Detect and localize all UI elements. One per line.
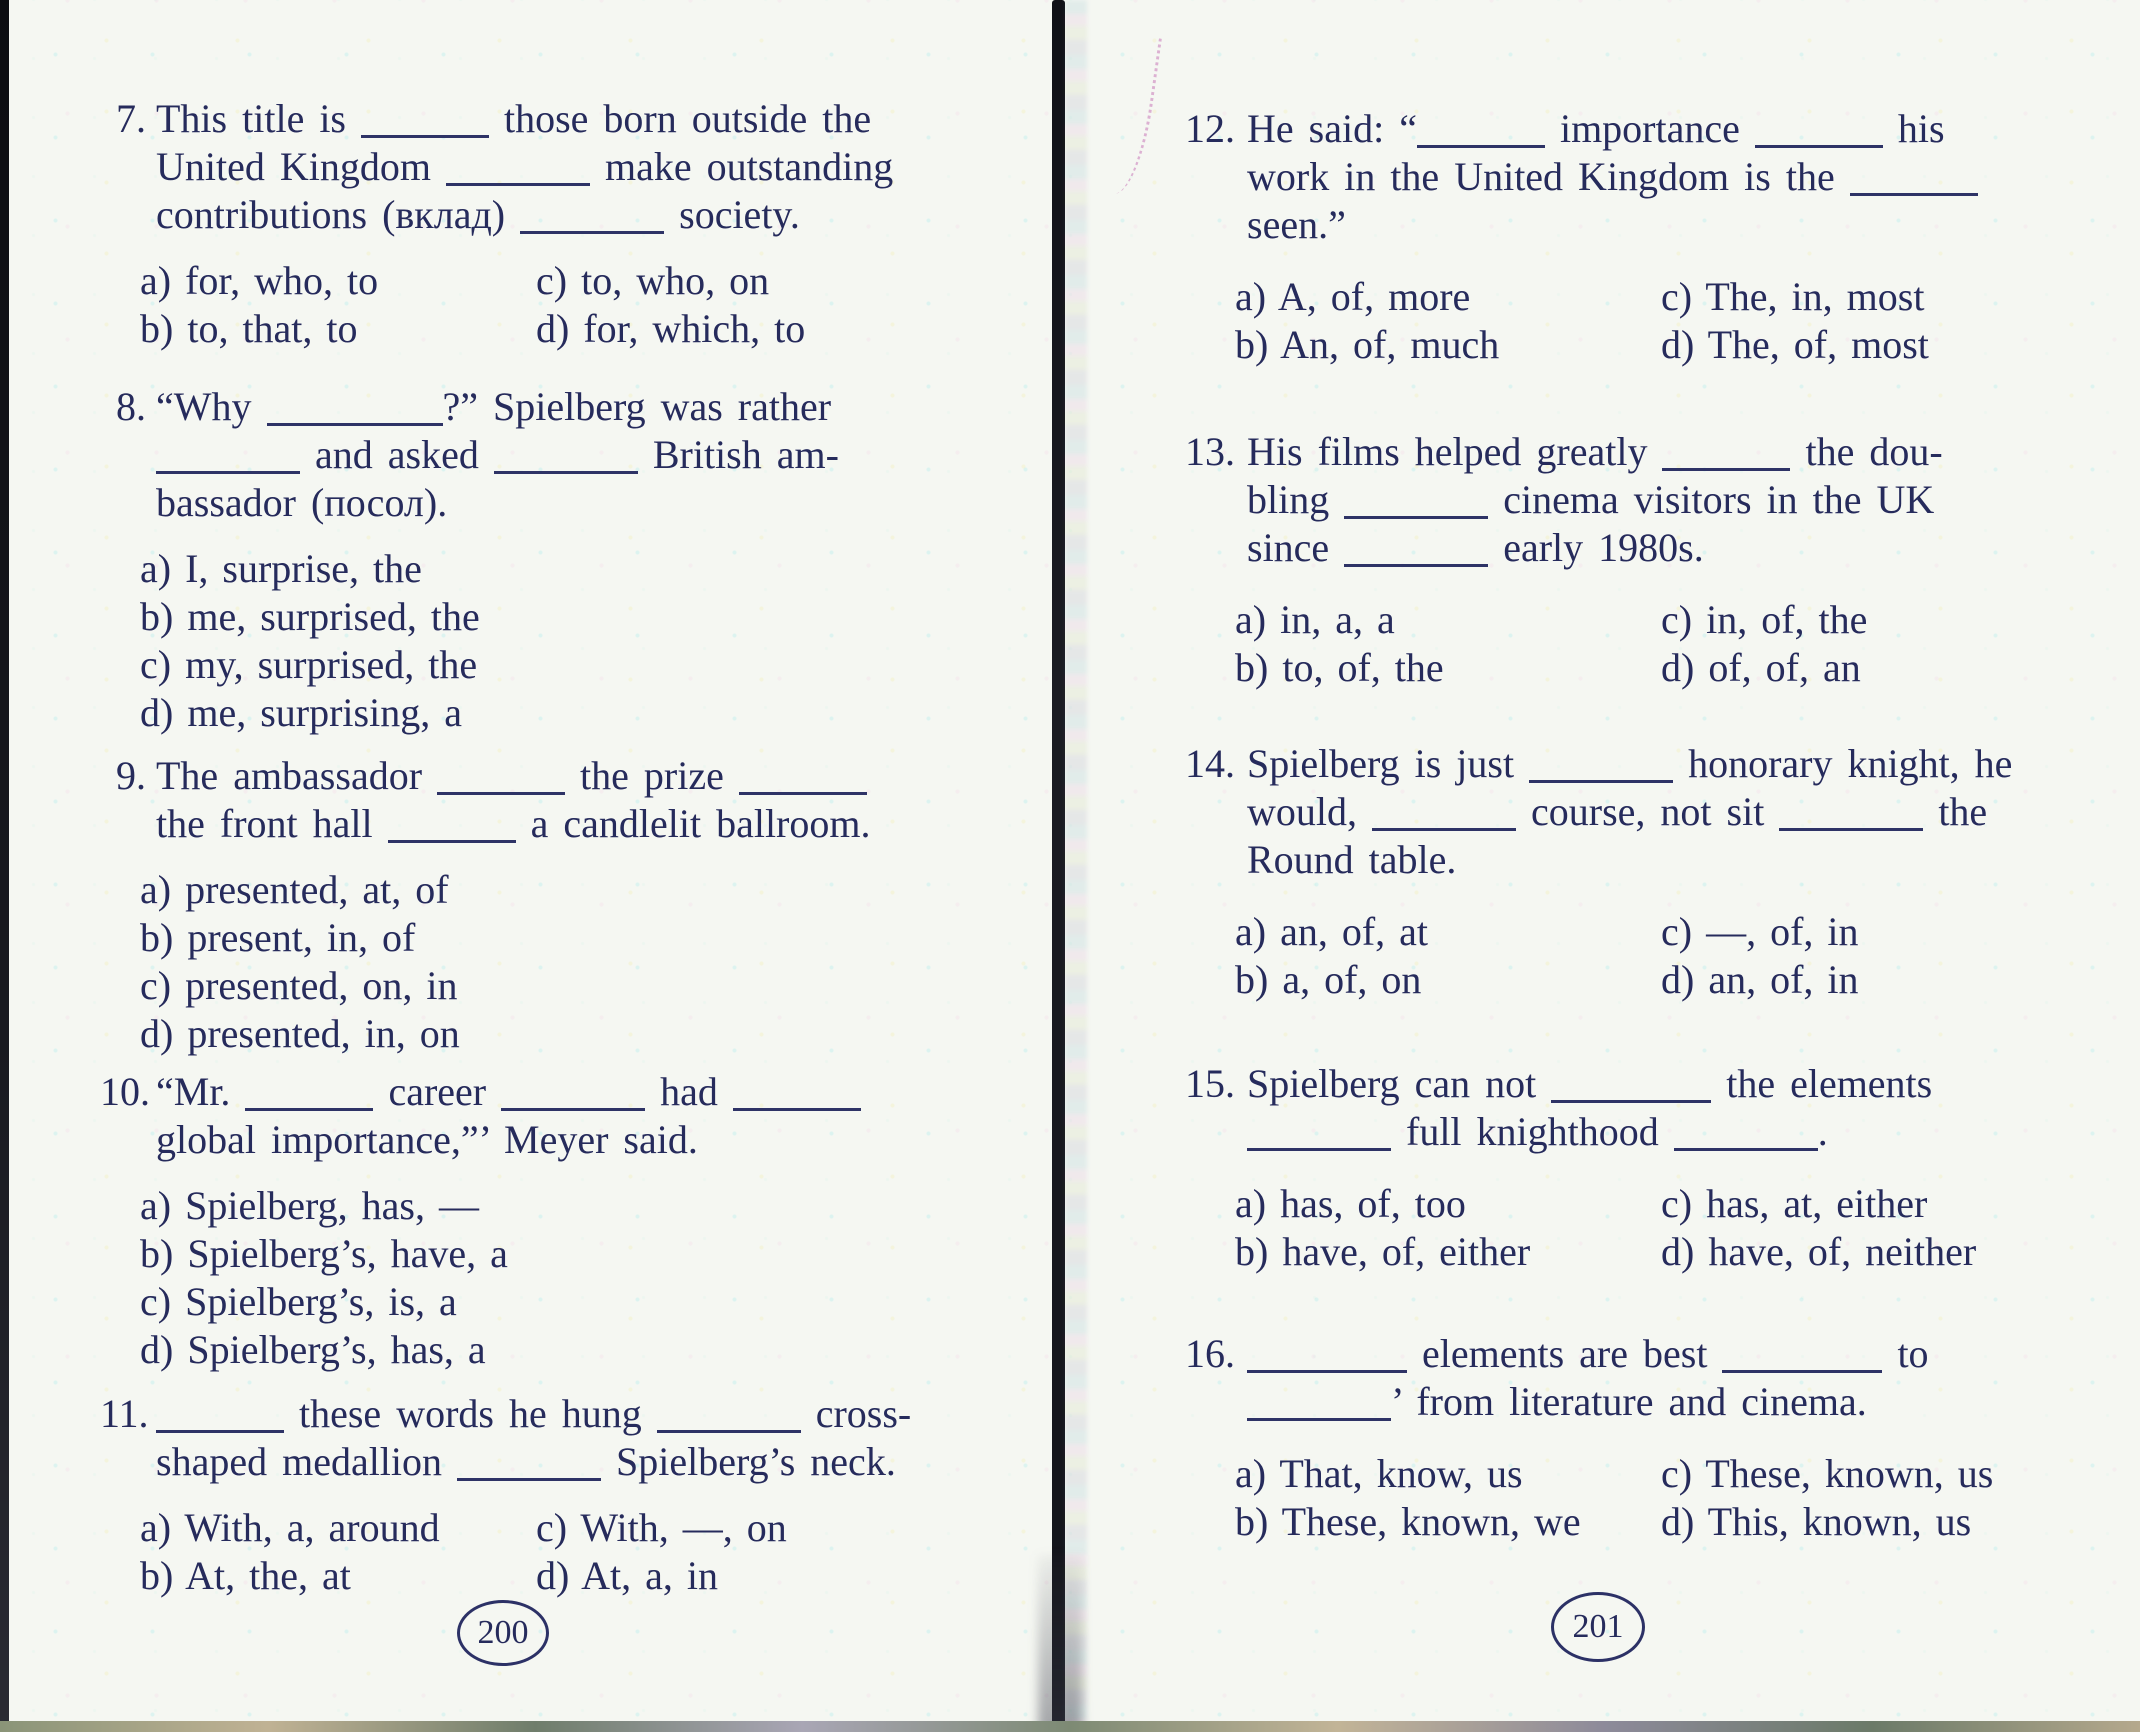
option-text: The, in, most: [1705, 274, 1925, 319]
question-line: contributions (вклад) society.: [156, 192, 800, 237]
option-b: [1235, 321, 1661, 369]
question-number: 9.: [116, 753, 146, 798]
question-line: bling cinema visitors in the UK: [1247, 477, 1935, 522]
question-line: ’ from literature and cinema.: [1247, 1378, 2117, 1426]
question-text: [1247, 1330, 2117, 1426]
option-text: of, of, an: [1708, 645, 1861, 690]
option-label: b): [140, 1231, 174, 1276]
option-label: d): [140, 1011, 174, 1056]
option-c: [1661, 596, 2117, 644]
option-text: With, —, on: [580, 1505, 787, 1550]
option-text: have, of, neither: [1708, 1229, 1977, 1274]
blank-underline: [1662, 446, 1790, 471]
option-label: b): [140, 306, 174, 351]
option-text: to, who, on: [581, 258, 770, 303]
blank-underline: [1344, 542, 1488, 567]
option-text: for, who, to: [185, 258, 379, 303]
question-15: [1185, 1060, 2117, 1276]
option-c: [1661, 273, 2117, 321]
option-text: The, of, most: [1707, 322, 1929, 367]
option-label: b): [140, 594, 174, 639]
option-d: [1661, 1498, 2117, 1546]
question-16: [1185, 1330, 2117, 1546]
option-label: d): [1661, 1499, 1695, 1544]
option-text: Spielberg’s, have, a: [187, 1231, 508, 1276]
question-number: 10.: [100, 1069, 150, 1114]
question-text: [1247, 105, 2117, 249]
question-text: [1247, 740, 2117, 884]
question-line: He said: “ importance his: [1247, 106, 1945, 151]
answer-options: [1235, 1450, 2117, 1546]
question-14: [1185, 740, 2117, 1004]
blank-underline: [1247, 1126, 1391, 1151]
option-label: c): [1661, 1181, 1693, 1226]
question-line: elements are best to: [1247, 1330, 2117, 1378]
blank-underline: [1417, 123, 1545, 148]
option-text: That, know, us: [1279, 1451, 1523, 1496]
option-label: d): [1661, 957, 1695, 1002]
option-c: [1661, 1180, 2117, 1228]
option-label: a): [140, 867, 172, 912]
option-text: a, of, on: [1282, 957, 1422, 1002]
answer-options: [1235, 596, 2117, 692]
option-text: has, at, either: [1706, 1181, 1928, 1226]
option-b: [1235, 1228, 1661, 1276]
option-text: to, that, to: [187, 306, 358, 351]
option-text: presented, on, in: [185, 963, 458, 1008]
option-label: d): [140, 1327, 174, 1372]
question-text: [1247, 428, 2117, 572]
spine-shadow: [1038, 1555, 1082, 1732]
option-label: a): [1235, 597, 1267, 642]
question-number: 11.: [100, 1391, 149, 1436]
option-d: [1661, 1228, 2117, 1276]
option-text: present, in, of: [187, 915, 416, 960]
option-label: a): [1235, 1451, 1267, 1496]
option-label: b): [1235, 322, 1269, 367]
option-text: in, a, a: [1280, 597, 1395, 642]
option-label: c): [536, 258, 568, 303]
blank-underline: [1674, 1126, 1818, 1151]
scan-edge-strip: [0, 0, 9, 1732]
option-label: d): [536, 306, 570, 351]
option-c: [1661, 1450, 2117, 1498]
question-number: 7.: [116, 96, 146, 141]
question-line: full knighthood .: [1247, 1108, 2117, 1156]
option-label: a): [1235, 1181, 1267, 1226]
blank-underline: [1529, 758, 1673, 783]
option-label: b): [1235, 1499, 1269, 1544]
option-b: [1235, 1498, 1661, 1546]
option-text: me, surprising, a: [187, 690, 462, 735]
option-text: These, known, us: [1705, 1451, 1994, 1496]
blank-underline: [1850, 171, 1978, 196]
page-number: 200: [477, 1614, 529, 1651]
option-text: I, surprise, the: [185, 546, 422, 591]
question-line: His films helped greatly the dou-: [1247, 429, 1943, 474]
blank-underline: [1344, 494, 1488, 519]
option-d: [1661, 321, 2117, 369]
blank-underline: [1779, 806, 1923, 831]
option-text: Spielberg’s, has, a: [187, 1327, 486, 1372]
question-line: bassador (посол).: [156, 480, 448, 525]
option-label: a): [140, 546, 172, 591]
option-label: b): [140, 1553, 174, 1598]
question-number: 8.: [116, 384, 146, 429]
option-text: With, a, around: [184, 1505, 440, 1550]
question-13: [1185, 428, 2117, 692]
question-line: “Why ?” Spielberg was rather: [156, 384, 832, 429]
option-label: a): [1235, 274, 1267, 319]
option-label: b): [1235, 1229, 1269, 1274]
question-number: 14.: [1185, 741, 1235, 786]
spine-scan-fringe: [1065, 0, 1087, 1732]
option-label: d): [1661, 645, 1695, 690]
option-text: At, the, at: [185, 1553, 351, 1598]
option-label: d): [1661, 1229, 1695, 1274]
option-d: [1661, 644, 2117, 692]
option-text: At, a, in: [581, 1553, 718, 1598]
page-number-badge-left: [457, 1600, 549, 1666]
question-12: [1185, 105, 2117, 369]
answer-options: [1235, 1180, 2117, 1276]
option-label: d): [536, 1553, 570, 1598]
option-a: [1235, 596, 1661, 644]
question-line: work in the United Kingdom is the: [1247, 153, 2117, 201]
question-line: shaped medallion Spielberg’s neck.: [156, 1439, 896, 1484]
answer-options: [1235, 908, 2117, 1004]
option-label: c): [140, 963, 172, 1008]
option-label: b): [1235, 645, 1269, 690]
option-label: a): [140, 258, 172, 303]
question-number: 12.: [1185, 106, 1235, 151]
blank-underline: [1247, 1348, 1407, 1373]
option-a: [1235, 273, 1661, 321]
option-label: c): [1661, 909, 1693, 954]
option-label: a): [1235, 909, 1267, 954]
option-text: in, of, the: [1706, 597, 1868, 642]
option-label: c): [140, 642, 172, 687]
option-text: This, known, us: [1707, 1499, 1972, 1544]
question-line: Round table.: [1247, 837, 1457, 882]
option-text: presented, in, on: [187, 1011, 460, 1056]
option-label: c): [1661, 1451, 1693, 1496]
option-a: [1235, 1180, 1661, 1228]
option-text: —, of, in: [1706, 909, 1859, 954]
question-number: 13.: [1185, 429, 1235, 474]
option-text: my, surprised, the: [185, 642, 478, 687]
option-text: me, surprised, the: [187, 594, 480, 639]
option-text: to, of, the: [1282, 645, 1444, 690]
option-label: c): [140, 1279, 172, 1324]
option-text: for, which, to: [583, 306, 806, 351]
question-line: This title is those born outside the: [156, 96, 872, 141]
option-text: A, of, more: [1277, 274, 1471, 319]
option-text: These, known, we: [1281, 1499, 1581, 1544]
option-d: [1661, 956, 2117, 1004]
blank-underline: [1551, 1078, 1711, 1103]
page-number: 201: [1572, 1608, 1624, 1645]
question-line: the front hall a candlelit ballroom.: [156, 801, 871, 846]
option-b: [1235, 644, 1661, 692]
question-line: seen.”: [1247, 202, 1346, 247]
question-number: 16.: [1185, 1331, 1235, 1376]
option-c: [1661, 908, 2117, 956]
question-line: these words he hung cross-: [156, 1390, 1016, 1438]
book-spine: [1052, 0, 1065, 1732]
option-label: c): [536, 1505, 568, 1550]
option-a: [1235, 908, 1661, 956]
question-line: Spielberg can not the elements: [1247, 1061, 1933, 1106]
question-line: The ambassador the prize: [156, 752, 1016, 800]
option-text: have, of, either: [1282, 1229, 1531, 1274]
blank-underline: [1722, 1348, 1882, 1373]
question-line: Spielberg is just honorary knight, he: [1247, 741, 2013, 786]
question-line: United Kingdom make outstanding: [156, 144, 894, 189]
blank-underline: [1372, 806, 1516, 831]
question-number: 15.: [1185, 1061, 1235, 1106]
option-text: an, of, at: [1280, 909, 1429, 954]
question-line: “Mr. career had: [156, 1068, 1016, 1116]
scan-bottom-band: [0, 1721, 2140, 1732]
page-number-badge-right: [1551, 1592, 1645, 1662]
question-text: [1247, 1060, 2117, 1156]
answer-options: [1235, 273, 2117, 369]
option-text: an, of, in: [1708, 957, 1859, 1002]
option-text: has, of, too: [1280, 1181, 1466, 1226]
option-b: [1235, 956, 1661, 1004]
question-line: since early 1980s.: [1247, 525, 1704, 570]
option-label: d): [140, 690, 174, 735]
blank-underline: [1247, 1396, 1391, 1421]
question-line: would, course, not sit the: [1247, 789, 1988, 834]
question-line: global importance,”’ Meyer said.: [156, 1117, 698, 1162]
option-label: a): [140, 1183, 172, 1228]
option-label: d): [1661, 322, 1695, 367]
option-text: presented, at, of: [185, 867, 449, 912]
option-label: c): [1661, 274, 1693, 319]
option-a: [1235, 1450, 1661, 1498]
option-label: a): [140, 1505, 172, 1550]
option-text: An, of, much: [1280, 322, 1500, 367]
option-text: Spielberg, has, —: [185, 1183, 479, 1228]
option-label: b): [140, 915, 174, 960]
option-label: b): [1235, 957, 1269, 1002]
option-label: c): [1661, 597, 1693, 642]
question-line: and asked British am-: [156, 431, 1016, 479]
option-text: Spielberg’s, is, a: [185, 1279, 457, 1324]
blank-underline: [1755, 123, 1883, 148]
